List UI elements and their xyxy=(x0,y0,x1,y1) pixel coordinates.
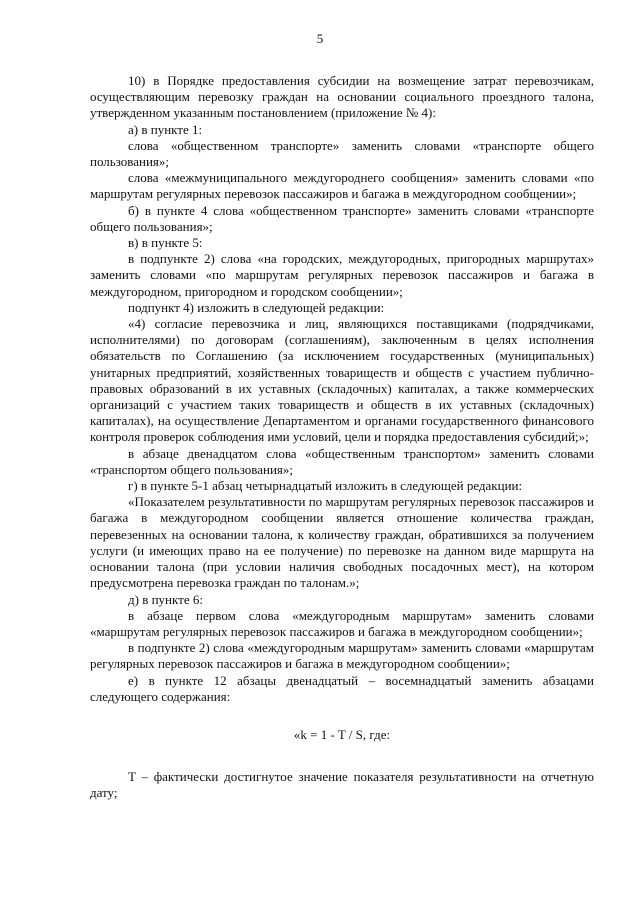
paragraph: слова «межмуниципального междугороднего сообщения» заменить словами «по маршрутам регулярных перевозок пассажиров и багажа в междугородном сообщении»; xyxy=(90,170,594,202)
paragraph: б) в пункте 4 слова «общественном транспорте» заменить словами «транспорте общего пользования»; xyxy=(90,202,594,234)
paragraph: подпункт 4) изложить в следующей редакции: xyxy=(128,299,385,315)
paragraph: д) в пункте 6: xyxy=(128,591,203,607)
paragraph: слова «общественном транспорте» заменить словами «транспорте общего пользования»; xyxy=(90,137,594,170)
paragraph: в) в пункте 5: xyxy=(128,235,203,251)
paragraph: «4) согласие перевозчика и лиц, являющихся поставщиками (подрядчиками, исполнителями) по договорам (соглашениям), заключенным в целях исполнения обязательств по Соглашению (за исключением государственных (муниципальных) унитарных предприятий, хозяйственных товариществ и обществ с участием публично-правовых образований в их уставных (складочных) капиталах, а также коммерческих организаций с участием таких товариществ и обществ в их уставных (складочных) капиталах), на осуществление Департаментом и органами государственного финансового контроля проверок соблюдения ими условий, цели и порядка предоставления субсидий;»; xyxy=(90,316,594,445)
document-body xyxy=(90,73,594,802)
paragraph: «Показателем результативности по маршрутам регулярных перевозок пассажиров и багажа в междугородном сообщении является отношение количества граждан, перевезенных на основании талона, к количеству граждан, обратившихся за получением услуги (и имеющих право на ее получение) по перевозке на данном виде маршрута на основании талона (при условии наличия свободных посадочных мест), на котором предусмотрена перевозка граждан по талонам.»; xyxy=(90,494,594,591)
paragraph: г) в пункте 5-1 абзац четырнадцатый изложить в следующей редакции: xyxy=(128,478,523,494)
paragraph: е) в пункте 12 абзацы двенадцатый – восемнадцатый заменить абзацами следующего содержания: xyxy=(90,672,594,704)
paragraph-final: T – фактически достигнутое значение показателя результативности на отчетную дату; xyxy=(90,769,594,801)
paragraph: в подпункте 2) слова «на городских, междугородных, пригородных маршрутах» заменить словами «по маршрутам регулярных перевозок пассажиров и багажа в междугородном, пригородном и городском сообщении»; xyxy=(90,251,594,299)
paragraph: в абзаце двенадцатом слова «общественным транспортом» заменить словами «транспортом общего пользования»; xyxy=(90,445,594,477)
paragraph: 10) в Порядке предоставления субсидии на возмещение затрат перевозчикам, осуществляющим перевозку граждан на основании социального проездного талона, утвержденном указанным постановлением (приложение № 4): xyxy=(90,73,594,121)
formula: «k = 1 - T / S, где: xyxy=(293,726,391,742)
paragraph: в подпункте 2) слова «междугородным маршрутам» заменить словами «маршрутам регулярных перевозок пассажиров и багажа в междугородном сообщении»; xyxy=(90,640,594,672)
paragraph: в абзаце первом слова «междугородным маршрутам» заменить словами «маршрутам регулярных перевозок пассажиров и багажа в междугородном сообщении»; xyxy=(90,607,594,639)
page-number: 5 xyxy=(316,31,324,46)
paragraph: а) в пункте 1: xyxy=(128,121,203,137)
